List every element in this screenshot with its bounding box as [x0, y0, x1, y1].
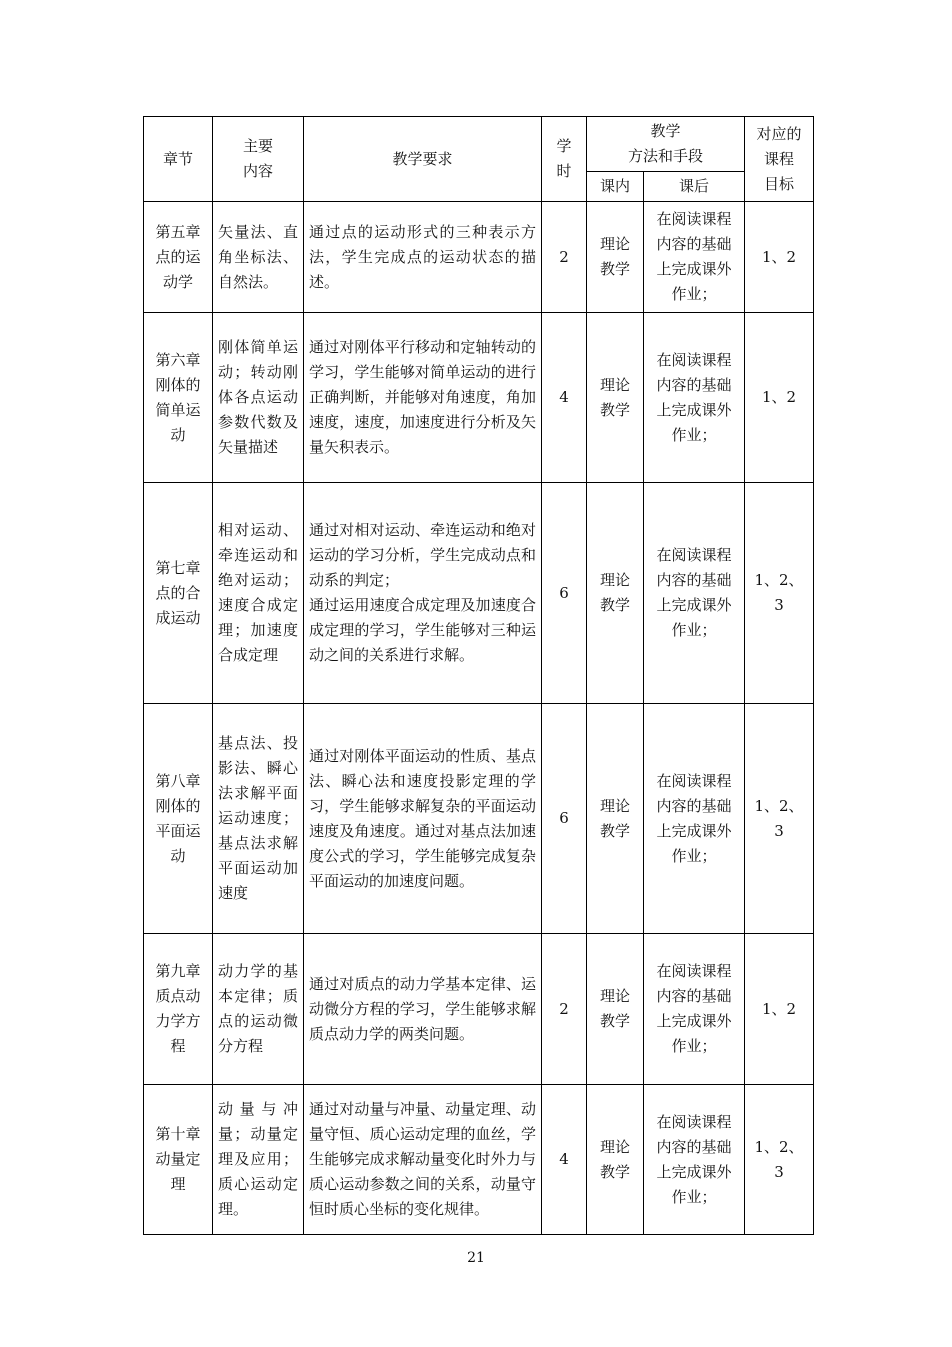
objective-cell: 1、2、3 — [745, 704, 814, 934]
requirement-cell: 通过对相对运动、牵连运动和绝对运动的学习分析，学生完成动点和动系的判定； 通过运用速度合成定理及加速度合成定理的学习，学生能够对三种运动之间的关系进行求解。 — [304, 483, 542, 704]
table-row — [144, 483, 814, 704]
hours-cell: 4 — [542, 1085, 587, 1235]
hours-cell: 4 — [542, 313, 587, 483]
header-content: 主要 内容 — [213, 117, 304, 202]
table-row — [144, 934, 814, 1085]
chapter-cell: 第八章 刚体的 平面运 动 — [144, 704, 213, 934]
header-method: 教学 方法和手段 — [587, 117, 745, 172]
chapter-cell: 第六章 刚体的 简单运 动 — [144, 313, 213, 483]
content-cell: 动力学的基本定律；质点的运动微分方程 — [213, 934, 304, 1085]
chapter-cell: 第七章 点的合 成运动 — [144, 483, 213, 704]
table-row — [144, 1085, 814, 1235]
objective-cell: 1、2、3 — [745, 1085, 814, 1235]
header-chapter: 章节 — [144, 117, 213, 202]
table-row — [144, 313, 814, 483]
table-row — [144, 704, 814, 934]
after-class-cell: 在阅读课程 内容的基础 上完成课外 作业； — [644, 704, 745, 934]
content-cell: 相对运动、牵连运动和绝对运动；速度合成定理；加速度合成定理 — [213, 483, 304, 704]
in-class-cell: 理论 教学 — [587, 313, 644, 483]
after-class-cell: 在阅读课程 内容的基础 上完成课外 作业； — [644, 934, 745, 1085]
content-cell: 刚体简单运动；转动刚体各点运动参数代数及矢量描述 — [213, 313, 304, 483]
chapter-cell: 第十章 动量定 理 — [144, 1085, 213, 1235]
chapter-cell: 第九章 质点动 力学方 程 — [144, 934, 213, 1085]
header-in-class: 课内 — [587, 172, 644, 202]
content-cell: 动量与冲量；动量定理及应用；质心运动定理。 — [213, 1085, 304, 1235]
content-cell: 基点法、投影法、瞬心法求解平面运动速度；基点法求解平面运动加速度 — [213, 704, 304, 934]
hours-cell: 2 — [542, 202, 587, 313]
in-class-cell: 理论 教学 — [587, 704, 644, 934]
in-class-cell: 理论 教学 — [587, 1085, 644, 1235]
header-hours: 学 时 — [542, 117, 587, 202]
requirement-cell: 通过对质点的动力学基本定律、运动微分方程的学习，学生能够求解质点动力学的两类问题。 — [304, 934, 542, 1085]
header-after-class: 课后 — [644, 172, 745, 202]
chapter-cell: 第五章 点的运 动学 — [144, 202, 213, 313]
header-row — [144, 117, 814, 172]
objective-cell: 1、2 — [745, 313, 814, 483]
header-requirement: 教学要求 — [304, 117, 542, 202]
hours-cell: 6 — [542, 704, 587, 934]
requirement-cell: 通过对动量与冲量、动量定理、动量守恒、质心运动定理的血丝，学生能够完成求解动量变化时外力与质心运动参数之间的关系，动量守恒时质心坐标的变化规律。 — [304, 1085, 542, 1235]
in-class-cell: 理论 教学 — [587, 202, 644, 313]
hours-cell: 6 — [542, 483, 587, 704]
objective-cell: 1、2 — [745, 934, 814, 1085]
table-row — [144, 202, 814, 313]
header-objective: 对应的 课程 目标 — [745, 117, 814, 202]
after-class-cell: 在阅读课程 内容的基础 上完成课外 作业； — [644, 1085, 745, 1235]
in-class-cell: 理论 教学 — [587, 483, 644, 704]
objective-cell: 1、2、3 — [745, 483, 814, 704]
syllabus-table — [143, 116, 814, 1235]
in-class-cell: 理论 教学 — [587, 934, 644, 1085]
content-cell: 矢量法、直角坐标法、自然法。 — [213, 202, 304, 313]
after-class-cell: 在阅读课程 内容的基础 上完成课外 作业； — [644, 313, 745, 483]
after-class-cell: 在阅读课程 内容的基础 上完成课外 作业； — [644, 483, 745, 704]
objective-cell: 1、2 — [745, 202, 814, 313]
hours-cell: 2 — [542, 934, 587, 1085]
page-number: 21 — [467, 1250, 485, 1266]
requirement-cell: 通过对刚体平行移动和定轴转动的学习，学生能够对简单运动的进行正确判断，并能够对角速度，角加速度，速度，加速度进行分析及矢量矢积表示。 — [304, 313, 542, 483]
requirement-cell: 通过点的运动形式的三种表示方法，学生完成点的运动状态的描述。 — [304, 202, 542, 313]
after-class-cell: 在阅读课程 内容的基础 上完成课外 作业； — [644, 202, 745, 313]
requirement-cell: 通过对刚体平面运动的性质、基点法、瞬心法和速度投影定理的学习，学生能够求解复杂的平面运动速度及角速度。通过对基点法加速度公式的学习，学生能够完成复杂平面运动的加速度问题。 — [304, 704, 542, 934]
